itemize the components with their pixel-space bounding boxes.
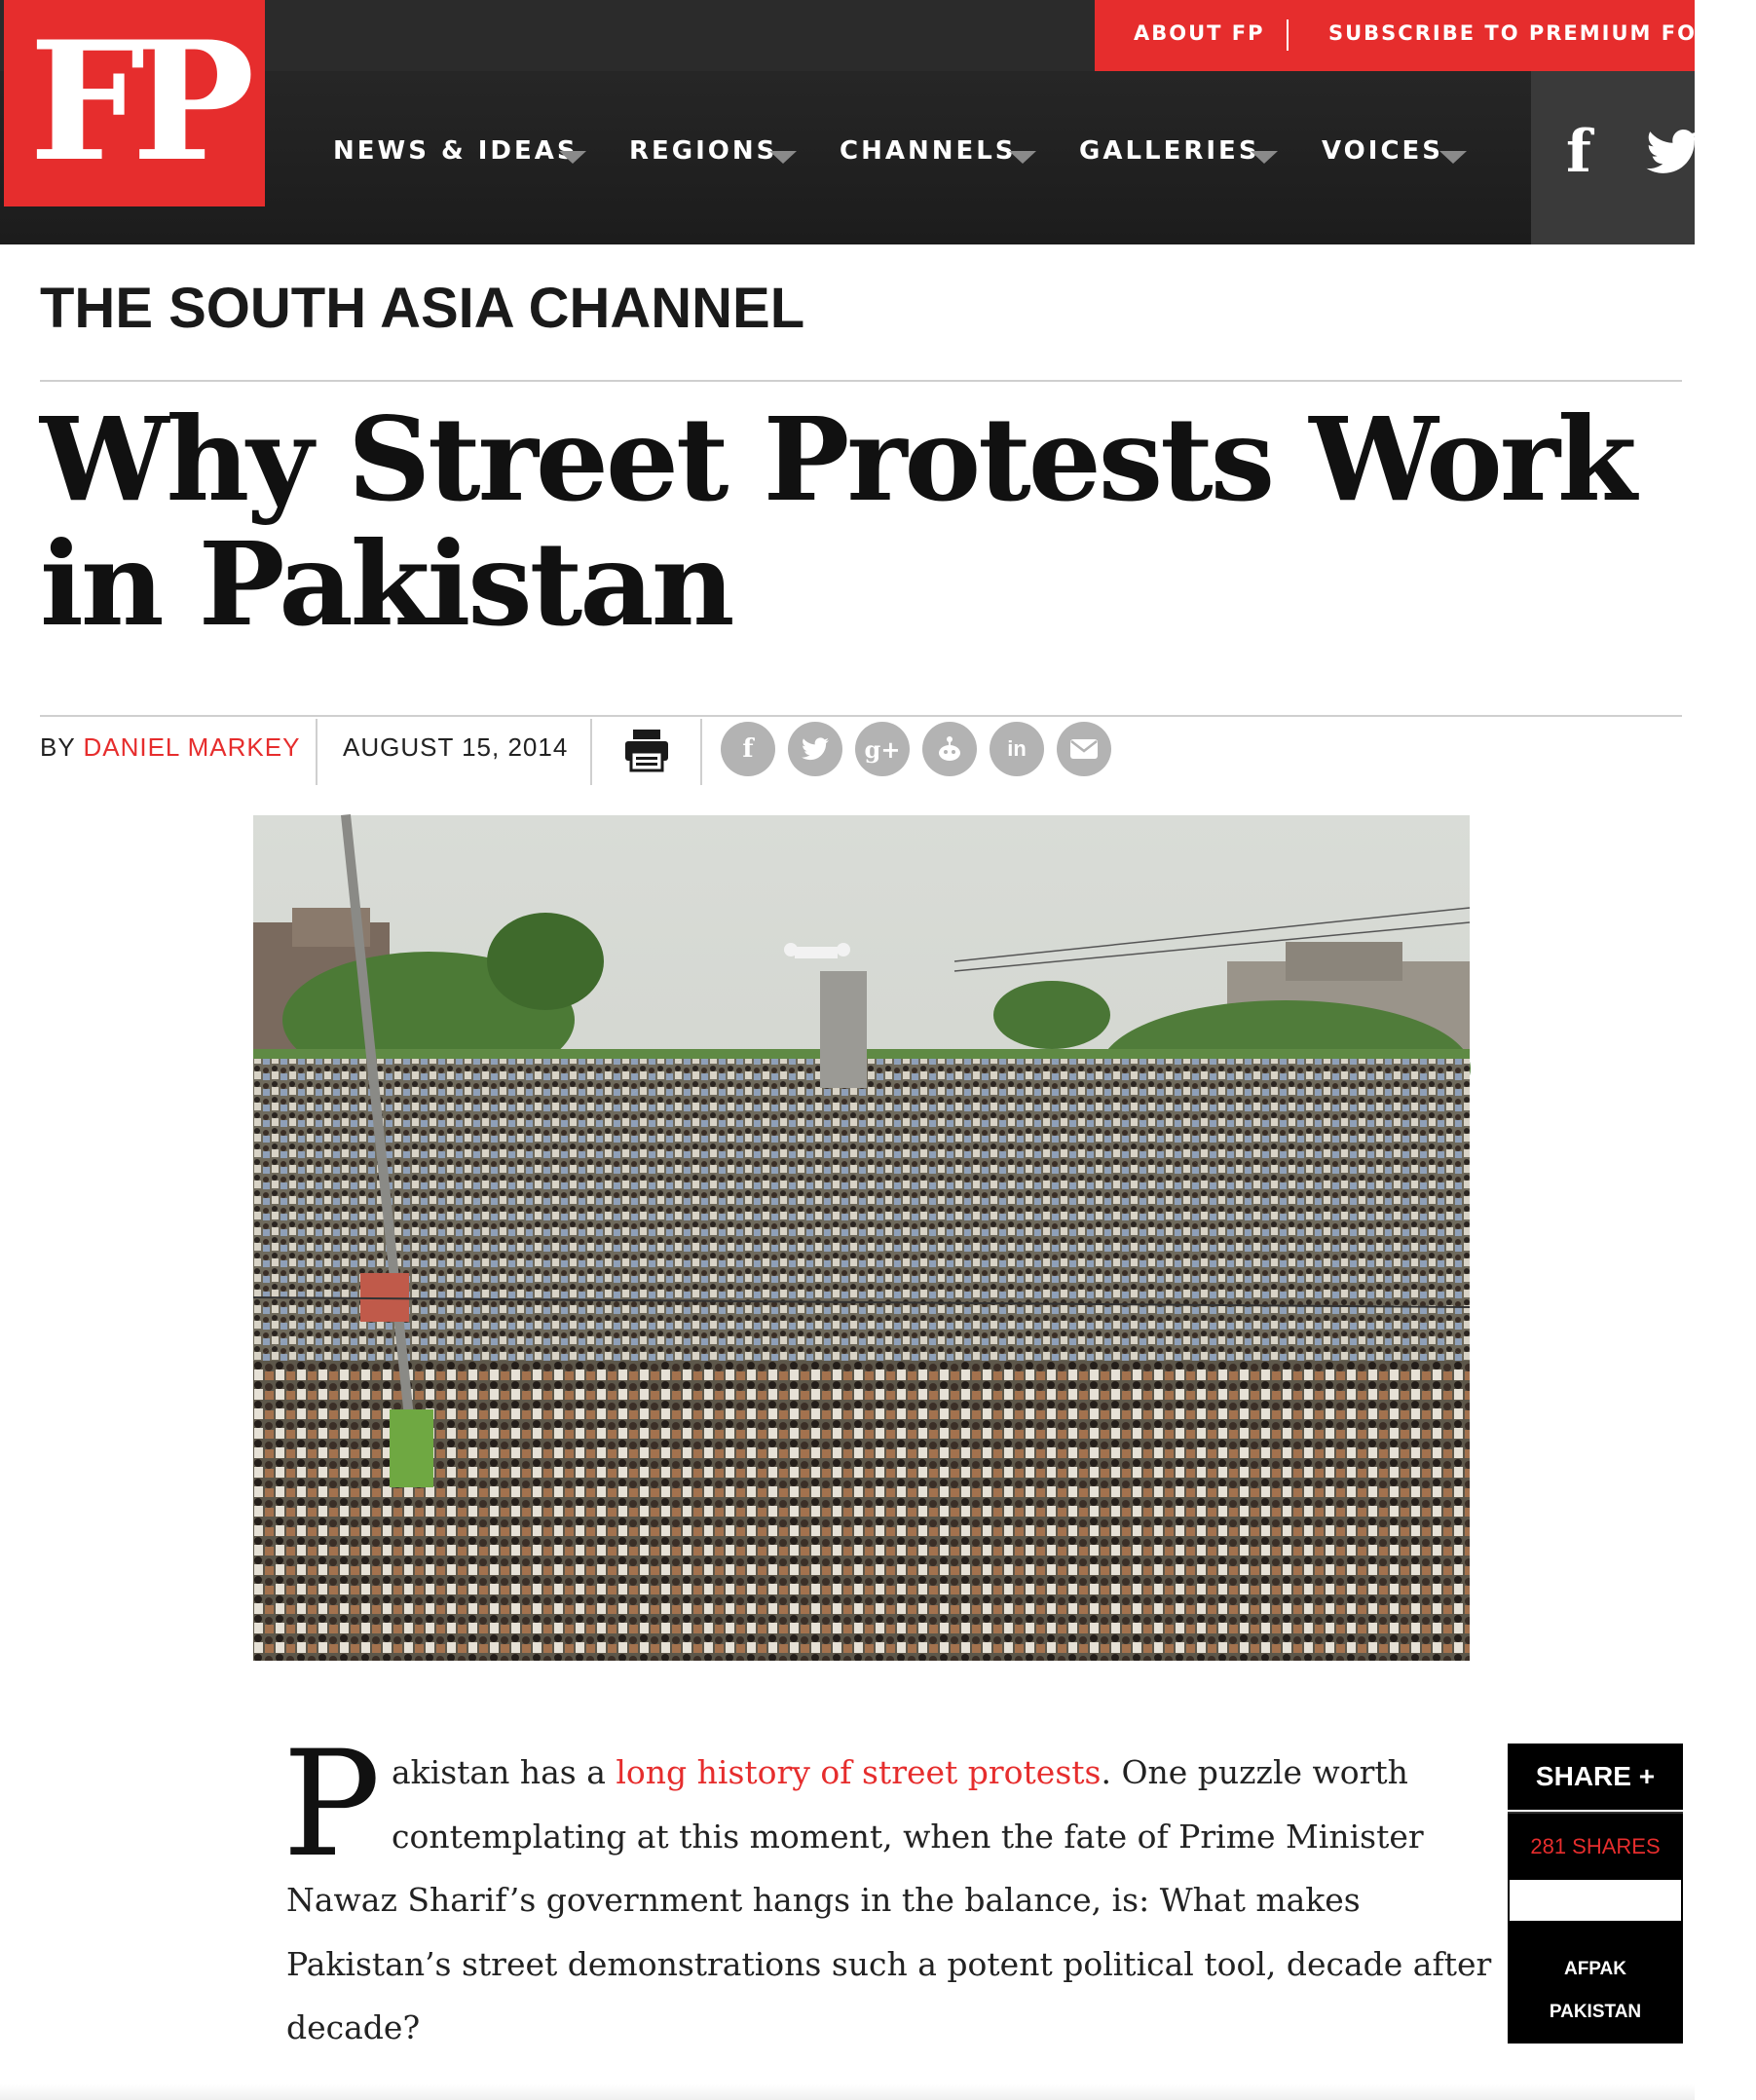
history-link[interactable]: long history of street protests [616, 1753, 1102, 1791]
tag-list [1508, 1921, 1683, 2044]
nav-news-ideas[interactable]: NEWS & IDEAS [333, 136, 579, 166]
divider [316, 719, 318, 785]
header-social [1531, 71, 1695, 244]
publish-date: AUGUST 15, 2014 [343, 732, 569, 762]
divider [700, 719, 702, 785]
byline [40, 732, 300, 763]
print-icon[interactable] [623, 727, 670, 773]
top-red-bar [1095, 0, 1756, 71]
tag-afpak[interactable]: AFPAK [1563, 1959, 1627, 1979]
email-icon[interactable] [1057, 722, 1111, 776]
hero-image [253, 815, 1470, 1661]
subscribe-link[interactable]: SUBSCRIBE TO PREMIUM FOR 20 [1328, 21, 1756, 45]
drop-cap: P [282, 1720, 381, 1890]
divider [40, 715, 1682, 717]
chevron-down-icon[interactable] [559, 151, 586, 164]
divider [590, 719, 592, 785]
paragraph-line: Pakistan’s street demonstrations such a potent political tool, decade after [286, 1945, 1492, 1983]
nav-galleries[interactable]: GALLERIES [1079, 136, 1260, 166]
tag-pakistan[interactable]: PAKISTAN [1549, 2002, 1642, 2022]
share-widget [1508, 1744, 1683, 2044]
page-title: Why Street Protests Work in Pakistan [40, 392, 1634, 652]
share-count: 281 SHARES [1508, 1812, 1683, 1880]
paragraph-line: Nawaz Sharif’s government hangs in the balance, is: What makes [286, 1881, 1361, 1919]
divider [40, 380, 1682, 382]
linkedin-icon[interactable]: in [990, 722, 1044, 776]
facebook-icon[interactable]: f [1566, 118, 1591, 186]
top-divider [1287, 19, 1289, 51]
share-button[interactable]: SHARE + [1508, 1744, 1683, 1810]
paragraph-line: contemplating at this moment, when the fate of Prime Minister [392, 1818, 1424, 1856]
reddit-icon[interactable] [922, 722, 977, 776]
twitter-icon[interactable] [1646, 130, 1700, 174]
facebook-icon[interactable]: f [721, 722, 775, 776]
nav-regions[interactable]: REGIONS [629, 136, 778, 166]
fp-logo[interactable]: FP [4, 0, 265, 206]
chevron-down-icon[interactable] [1439, 151, 1467, 164]
chevron-down-icon[interactable] [1251, 151, 1278, 164]
paragraph-line: akistan has a long history of street protests. One puzzle worth [392, 1753, 1408, 1791]
twitter-icon[interactable] [788, 722, 842, 776]
nav-voices[interactable]: VOICES [1322, 136, 1444, 166]
google-plus-icon[interactable]: g+ [855, 722, 910, 776]
chevron-down-icon[interactable] [769, 151, 797, 164]
chevron-down-icon[interactable] [1009, 151, 1036, 164]
page-footer-edge [0, 2084, 1695, 2100]
nav-channels[interactable]: CHANNELS [840, 136, 1017, 166]
channel-label[interactable]: THE SOUTH ASIA CHANNEL [40, 277, 805, 340]
share-spacer [1508, 1880, 1683, 1921]
byline-prefix: BY [40, 732, 76, 762]
author-link[interactable]: DANIEL MARKEY [83, 732, 301, 762]
paragraph-line: decade? [286, 2008, 421, 2046]
about-fp-link[interactable]: ABOUT FP [1134, 21, 1265, 45]
